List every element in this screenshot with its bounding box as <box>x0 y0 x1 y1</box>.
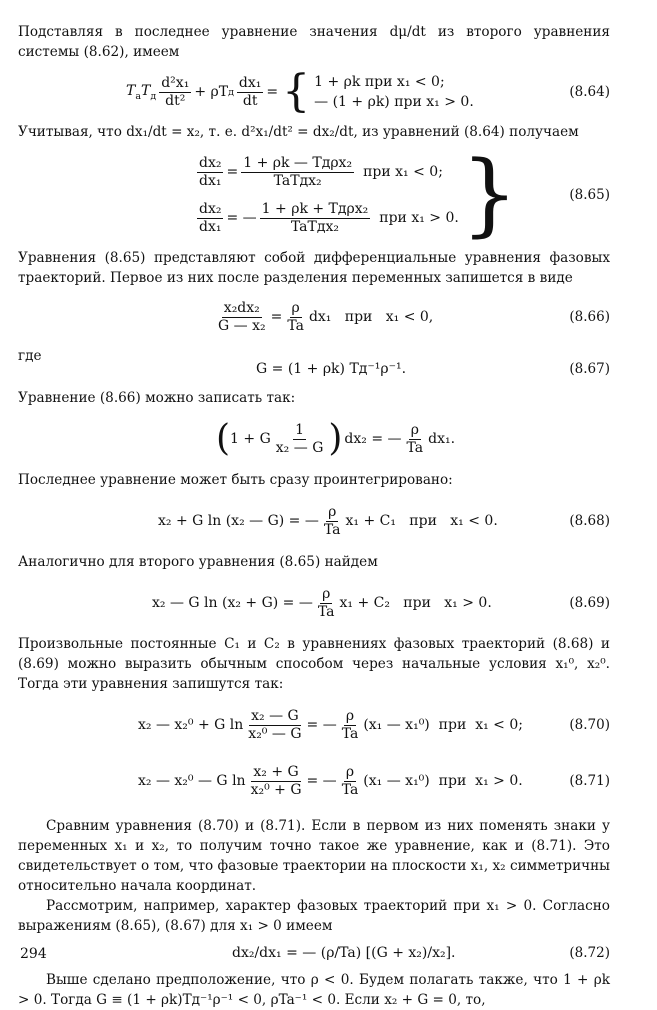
eq64-number: (8.64) <box>569 84 610 100</box>
paragraph-4: где <box>18 348 42 364</box>
eq64-frac1: d²x₁ dt² <box>161 74 190 109</box>
eq71-number: (8.71) <box>569 773 610 789</box>
paragraph-2: Учитывая, что dx₁/dt = x₂, т. е. d²x₁/dt² = dx₂/dt, из уравнений (8.64) получаем <box>18 124 579 140</box>
paragraph-10: Рассмотрим, например, характер фазовых траекторий при x₁ > 0. Согласно выражениям (8.65), (8.67) для x₁ > 0 имеем <box>18 898 610 934</box>
paragraph-3: Уравнения (8.65) представляют собой дифференциальные уравнения фазовых траекторий. Первое из них после разделения переменных запишется в виде <box>18 250 610 286</box>
eq65-row2: $\frac{\text{dx₂}}{\text{dx₁}}$ = — 1 + ρk + Tдρx₂ TaTдx₂ при x₁ > 0. <box>199 200 459 235</box>
eq64-cases <box>314 72 474 112</box>
eq68-number: (8.68) <box>569 513 610 529</box>
equation-8-65 <box>18 142 610 247</box>
eq64-case2: — (1 + ρk) при x₁ > 0. <box>314 94 474 110</box>
paragraph-11: Выше сделано предположение, что ρ < 0. Будем полагать также, что 1 + ρk > 0. Тогда G ≡ (1 + ρk)Tд⁻¹ρ⁻¹ < 0, ρTa⁻¹ < 0. Если x₂ + G = 0, то, <box>18 972 610 1008</box>
book-page <box>18 22 610 1010</box>
paragraph-7: Аналогично для второго уравнения (8.65) найдем <box>18 554 378 570</box>
equation-8-66-rewritten: ( 1 + G 1 x₂ — G ) dx₂ = — ρ Ta dx₁. <box>216 418 456 459</box>
eq65-right-brace: } <box>460 142 519 247</box>
eq70-number: (8.70) <box>569 717 610 733</box>
paragraph-9: Сравним уравнения (8.70) и (8.71). Если в первом из них поменять знаки у переменных x₁ и x₂, то получим точно такое же уравнение, как и (8.71). Это свидетельствует о том, что фазовые траектории на плоскости x₁, x₂ симметричны относительно начала координат. <box>18 818 610 894</box>
paragraph-5: Уравнение (8.66) можно записать так: <box>18 390 296 406</box>
eq65-number: (8.65) <box>569 187 610 203</box>
eq67-number: (8.67) <box>569 361 610 377</box>
eq64-case1: 1 + ρk при x₁ < 0; <box>314 74 445 90</box>
equation-8-64: $T_aT_д$ d²x₁ dt² + ρT д $\frac{\text{dx₁}}{dt}$ = { 1 + ρk при x₁ < 0; — (1 + ρk) при x₁ > 0. (8.64) <box>126 66 610 117</box>
eq65-row1: $\frac{\text{dx₂}}{\text{dx₁}}$ = 1 + ρk — Tдρx₂ TaTдx₂ при x₁ < 0; <box>199 154 443 189</box>
equation-8-71: x₂ — x₂⁰ — G ln $\frac{\text{x₂ + G}}{\text{x₂⁰ + G}}$ = — ρ Ta (x₁ — x₁⁰) при x₁ > 0. (8.71) <box>138 763 610 798</box>
equation-8-69: x₂ — G ln (x₂ + G) = — ρ Ta x₁ + C₂ при x₁ > 0. (8.69) <box>152 585 610 620</box>
eq69-number: (8.69) <box>569 595 610 611</box>
equation-8-72: dx₂/dx₁ = — (ρ/Ta) [(G + x₂)/x₂]. (8.72) <box>232 945 610 961</box>
eq66-number: (8.66) <box>569 309 610 325</box>
equation-8-70: x₂ — x₂⁰ + G ln $\frac{\text{x₂ — G}}{\text{x₂⁰ — G}}$ = — ρ Ta (x₁ — x₁⁰) при x₁ < 0; (8.70) <box>138 707 610 742</box>
eq64-equals: = <box>266 84 279 100</box>
eq64-frac2: $\frac{\text{dx₁}}{dt}$ <box>238 74 262 109</box>
eq72-number: (8.72) <box>569 945 610 961</box>
eq64-lhs: $T_aT_д$ <box>126 82 157 102</box>
equation-8-66: $\frac{\text{x₂dx₂}}{\text{G — x₂}}$ = $\frac{\rho}{Ta}$ dx₁ при x₁ < 0, (8.66) <box>218 299 610 334</box>
paragraph-8: Произвольные постоянные C₁ и C₂ в уравнениях фазовых траекторий (8.68) и (8.69) можно выразить обычным способом через начальные условия x₁⁰, x₂⁰. Тогда эти уравнения запишутся так: <box>18 636 610 692</box>
page-number: 294 <box>20 946 47 962</box>
equation-8-67: G = (1 + ρk) Tд⁻¹ρ⁻¹. (8.67) <box>256 361 610 377</box>
paragraph-1: Подставляя в последнее уравнение значения dμ/dt из второго уравнения системы (8.62), имеем <box>18 24 610 60</box>
paragraph-6: Последнее уравнение может быть сразу проинтегрировано: <box>18 472 453 488</box>
eq64-plus-rho: + ρT <box>194 84 229 100</box>
equation-8-68: x₂ + G ln (x₂ — G) = — ρ Ta x₁ + C₁ при x₁ < 0. (8.68) <box>158 503 610 538</box>
eq64-brace: { <box>282 66 311 117</box>
eq65-rows <box>194 149 459 241</box>
